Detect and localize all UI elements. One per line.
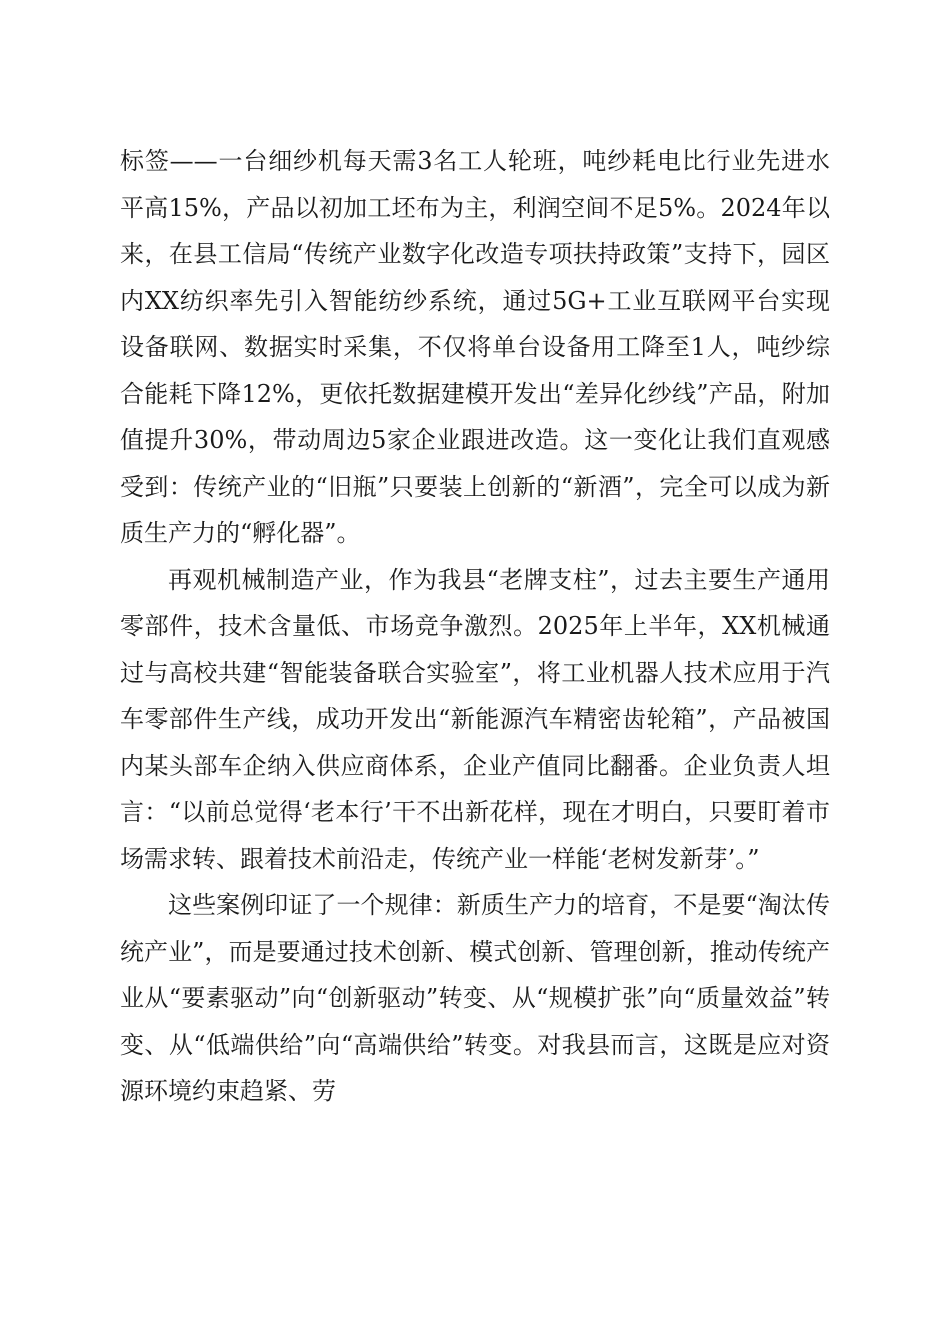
paragraph-1: 标签——一台细纱机每天需3名工人轮班，吨纱耗电比行业先进水平高15%，产品以初加工坯布为主，利润空间不足5%。2024年以来，在县工信局“传统产业数字化改造专项扶持政策”支持下，园区内XX纺织率先引入智能纺纱系统，通过5G+工业互联网平台实现设备联网、数据实时采集，不仅将单台设备用工降至1人，吨纱综合能耗下降12%，更依托数据建模开发出“差异化纱线”产品，附加值提升30%，带动周边5家企业跟进改造。这一变化让我们直观感受到：传统产业的“旧瓶”只要装上创新的“新酒”，完全可以成为新质生产力的“孵化器”。	[120, 147, 830, 547]
document-body	[120, 138, 830, 1115]
paragraph-2: 再观机械制造产业，作为我县“老牌支柱”，过去主要生产通用零部件，技术含量低、市场竞争激烈。2025年上半年，XX机械通过与高校共建“智能装备联合实验室”，将工业机器人技术应用于汽车零部件生产线，成功开发出“新能源汽车精密齿轮箱”，产品被国内某头部车企纳入供应商体系，企业产值同比翻番。企业负责人坦言：“以前总觉得‘老本行’干不出新花样，现在才明白，只要盯着市场需求转、跟着技术前沿走，传统产业一样能‘老树发新芽’。”	[120, 565, 830, 873]
paragraph-3: 这些案例印证了一个规律：新质生产力的培育，不是要“淘汰传统产业”，而是要通过技术创新、模式创新、管理创新，推动传统产业从“要素驱动”向“创新驱动”转变、从“规模扩张”向“质量效益”转变、从“低端供给”向“高端供给”转变。对我县而言，这既是应对资源环境约束趋紧、劳	[120, 891, 830, 1105]
